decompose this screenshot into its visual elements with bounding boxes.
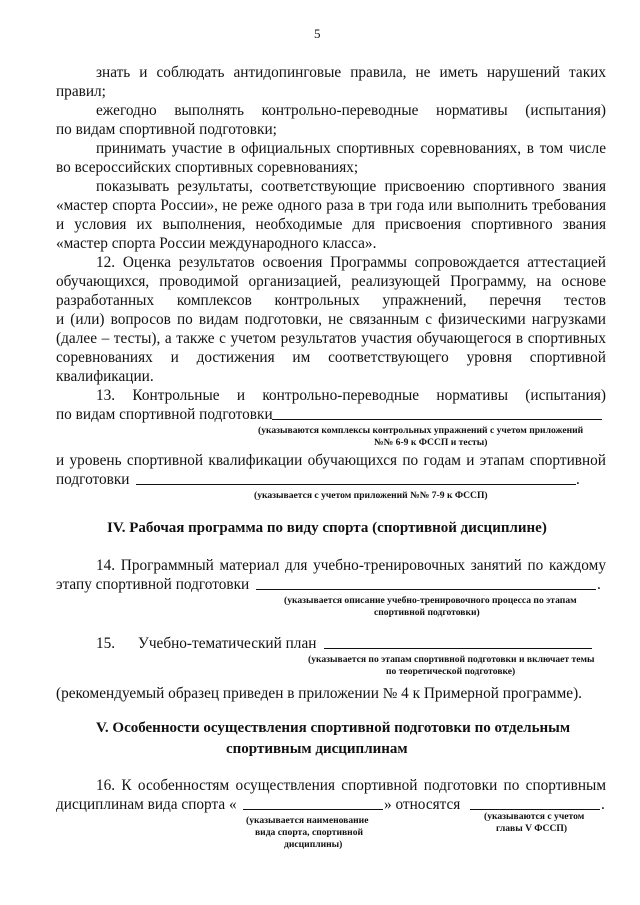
blank-field-line [324,648,592,649]
period-mark: . [576,471,580,488]
text-line: знать и соблюдать антидопинговые правила, не иметь нарушений таких [96,64,606,81]
text-line: (рекомендуемый образец приведен в приложении № 4 к Примерной программе). [56,685,582,702]
field-note: (указывается описание учебно-тренировочного процесса по этапам [284,595,577,606]
text-line: по видам спортивной подготовки; [56,121,277,138]
field-note: главы V ФССП) [496,823,568,834]
field-note: вида спорта, спортивной [255,827,364,838]
text-line: и уровень спортивной квалификации обучающихся по годам и этапам спортивной [56,452,606,469]
text-line: правил; [56,83,106,100]
text-line: дисциплинам вида спорта « [56,796,237,813]
text-line: во всероссийских спортивных соревнованиях; [56,159,359,176]
period-mark: . [597,576,601,593]
text-line: соревнованиях и достижения им соответствующего уровня спортивной [56,349,606,366]
text-line: 13. Контрольные и контрольно-переводные нормативы (испытания) [96,387,606,404]
text-line: «мастер спорта России международного класса». [56,235,377,252]
page-number: 5 [314,26,321,41]
text-line: «мастер спорта России», не реже одного раза в три года или выполнить требования [56,197,606,214]
item-number: 15. [96,635,116,652]
text-line: и (или) вопросов по видам подготовки, не связанным с физическими нагрузками [56,311,606,328]
text-line: обучающихся, проводимой организацией, реализующей Программу, на основе [56,273,606,290]
text-line: разработанных комплексов контрольных упражнений, перечня тестов [56,292,606,309]
text-line: показывать результаты, соответствующие присвоению спортивного звания [96,178,606,195]
text-line: » относятся [384,796,461,813]
section-heading-5: V. Особенности осуществления спортивной подготовки по отдельным [96,720,571,736]
text-line: 16. К особенностям осуществления спортивной подготовки по спортивным [96,777,606,794]
text-line: 12. Оценка результатов освоения Программы сопровождается аттестацией [96,254,606,271]
text-line: (далее – тесты), а также с учетом результатов участия обучающегося в спортивных [56,330,606,347]
text-line: по видам спортивной подготовки [56,406,273,423]
field-note: (указывается с учетом приложений №№ 7-9 к ФССП) [254,490,488,501]
field-note: по теоретической подготовке) [386,666,516,677]
field-note: (указываются комплексы контрольных упражнений с учетом приложений [258,425,584,436]
field-note: (указывается по этапам спортивной подготовки и включает темы [308,654,595,665]
blank-field-line [256,589,596,590]
blank-field-line [136,484,576,485]
field-note: спортивной подготовки) [374,607,480,618]
text-line: подготовки [56,471,130,488]
period-mark: . [601,796,605,813]
blank-field-line [272,419,602,420]
field-note: (указывается наименование [246,815,369,826]
field-note: (указываются с учетом [484,811,585,822]
section-heading-5-cont: спортивным дисциплинам [226,741,408,757]
text-line: квалификации. [56,368,154,385]
field-note: №№ 6-9 к ФССП и тесты) [374,437,488,448]
text-line: принимать участие в официальных спортивных соревнованиях, в том числе [96,140,606,157]
field-note: дисциплины) [284,839,343,850]
blank-field-line [243,809,383,810]
text-line: этапу спортивной подготовки [56,576,250,593]
text-line: Учебно-тематический план [138,635,317,652]
blank-field-line [470,809,600,810]
text-line: 14. Программный материал для учебно-тренировочных занятий по каждому [96,557,606,574]
section-heading-4: IV. Рабочая программа по виду спорта (спортивной дисциплине) [107,520,547,536]
text-line: и условия их выполнения, необходимые для присвоения спортивного звания [56,216,606,233]
text-line: ежегодно выполнять контрольно-переводные нормативы (испытания) [96,102,606,119]
